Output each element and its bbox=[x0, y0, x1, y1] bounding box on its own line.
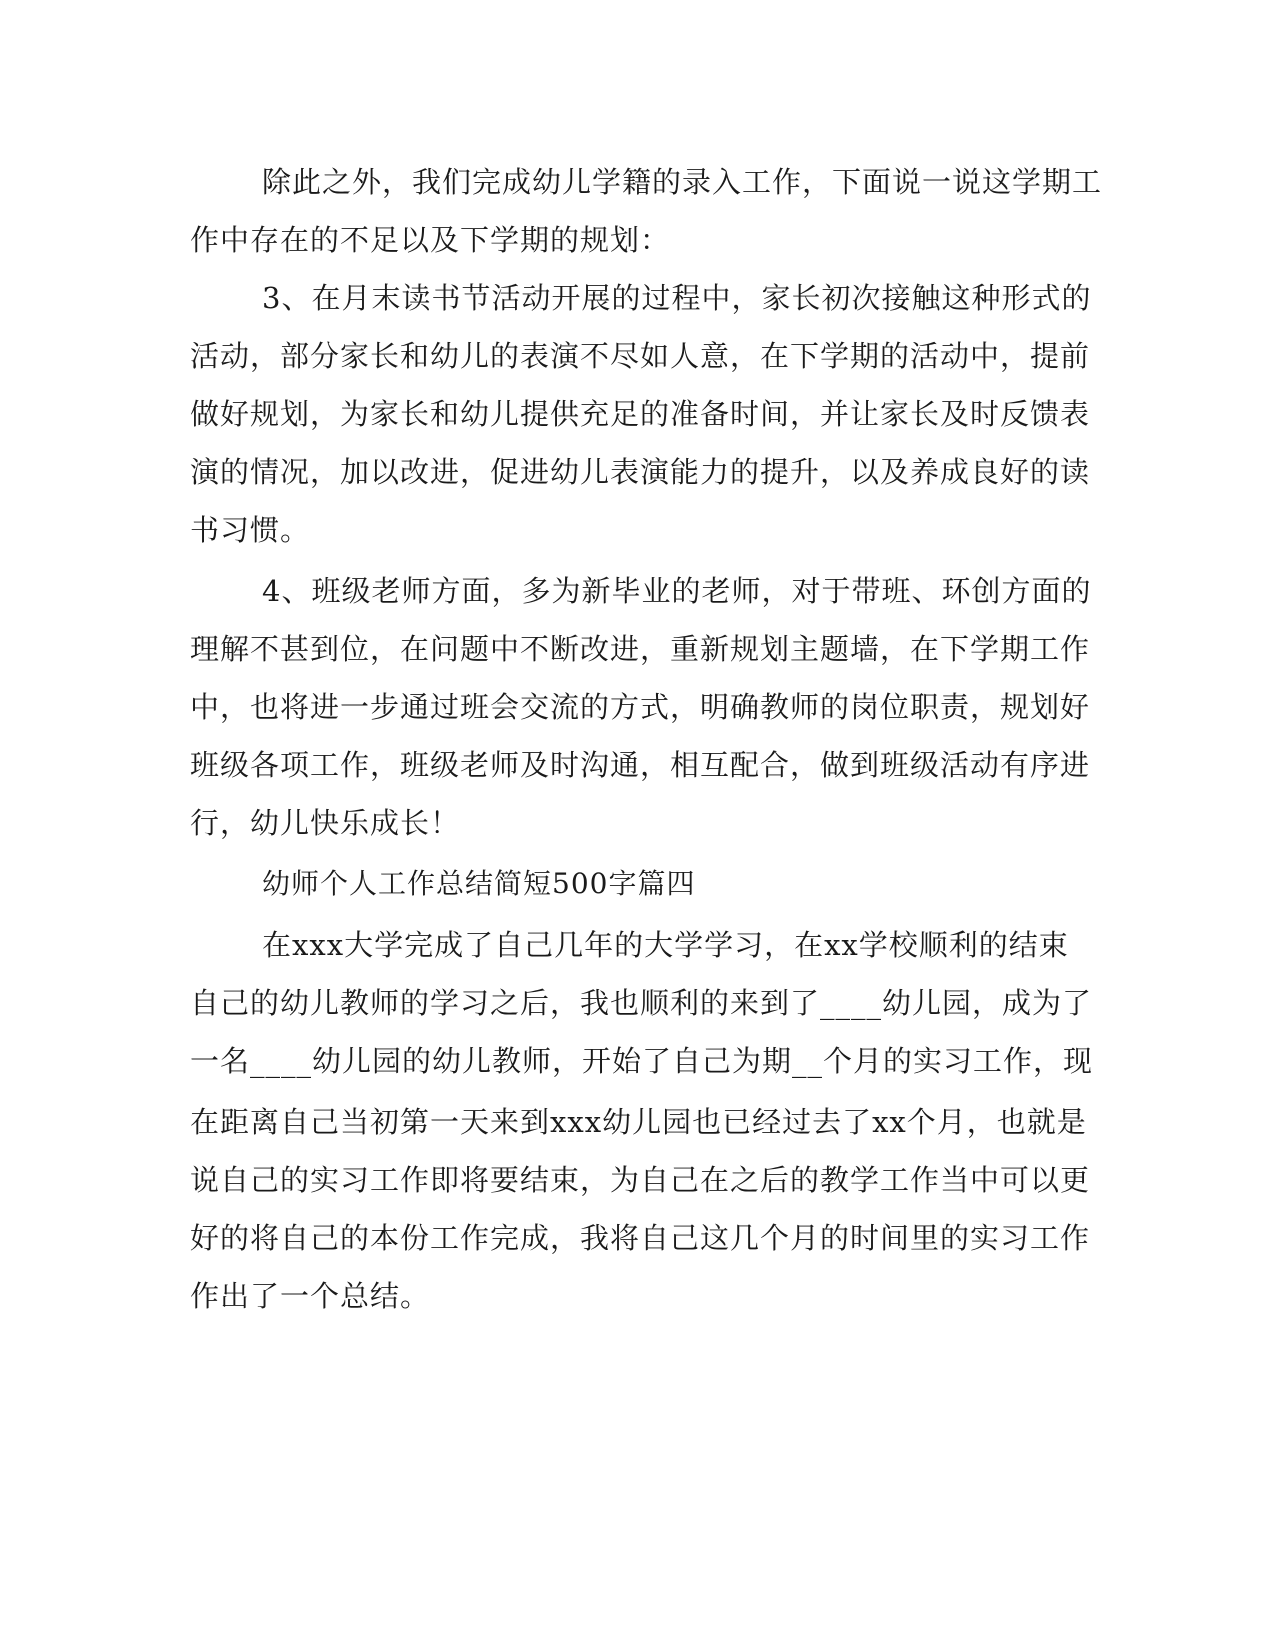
paragraph-2-line-1: 3、在月末读书节活动开展的过程中，家长初次接触这种形式的 bbox=[262, 281, 1092, 315]
paragraph-2-line-5: 书习惯。 bbox=[190, 513, 311, 547]
paragraph-3-line-1: 4、班级老师方面，多为新毕业的老师，对于带班、环创方面的 bbox=[262, 574, 1092, 608]
paragraph-4-line-5: 说自己的实习工作即将要结束，为自己在之后的教学工作当中可以更 bbox=[190, 1163, 1091, 1197]
paragraph-4-line-7: 作出了一个总结。 bbox=[190, 1279, 431, 1313]
paragraph-4-line-4: 在距离自己当初第一天来到xxx幼儿园也已经过去了xx个月，也就是 bbox=[190, 1105, 1087, 1139]
paragraph-2-line-3: 做好规划，为家长和幼儿提供充足的准备时间，并让家长及时反馈表 bbox=[190, 397, 1091, 431]
paragraph-3-line-3: 中，也将进一步通过班会交流的方式，明确教师的岗位职责，规划好 bbox=[190, 690, 1091, 724]
paragraph-4-line-3: 一名____幼儿园的幼儿教师，开始了自己为期__个月的实习工作，现 bbox=[190, 1044, 1094, 1078]
paragraph-4-line-2: 自己的幼儿教师的学习之后，我也顺利的来到了____幼儿园，成为了 bbox=[190, 986, 1093, 1020]
paragraph-1-line-2: 作中存在的不足以及下学期的规划： bbox=[190, 223, 671, 257]
paragraph-3-line-2: 理解不甚到位，在问题中不断改进，重新规划主题墙，在下学期工作 bbox=[190, 632, 1091, 666]
section-heading: 幼师个人工作总结简短500字篇四 bbox=[262, 867, 696, 900]
paragraph-4-line-6: 好的将自己的本份工作完成，我将自己这几个月的时间里的实习工作 bbox=[190, 1221, 1091, 1255]
paragraph-2-line-2: 活动，部分家长和幼儿的表演不尽如人意，在下学期的活动中，提前 bbox=[190, 339, 1091, 373]
paragraph-1-line-1: 除此之外，我们完成幼儿学籍的录入工作，下面说一说这学期工 bbox=[262, 165, 1103, 199]
paragraph-3-line-4: 班级各项工作，班级老师及时沟通，相互配合，做到班级活动有序进 bbox=[190, 748, 1091, 782]
paragraph-4-line-1: 在xxx大学完成了自己几年的大学学习，在xx学校顺利的结束 bbox=[262, 928, 1069, 962]
paragraph-3-line-5: 行，幼儿快乐成长！ bbox=[190, 806, 461, 840]
paragraph-2-line-4: 演的情况，加以改进，促进幼儿表演能力的提升，以及养成良好的读 bbox=[190, 455, 1091, 489]
